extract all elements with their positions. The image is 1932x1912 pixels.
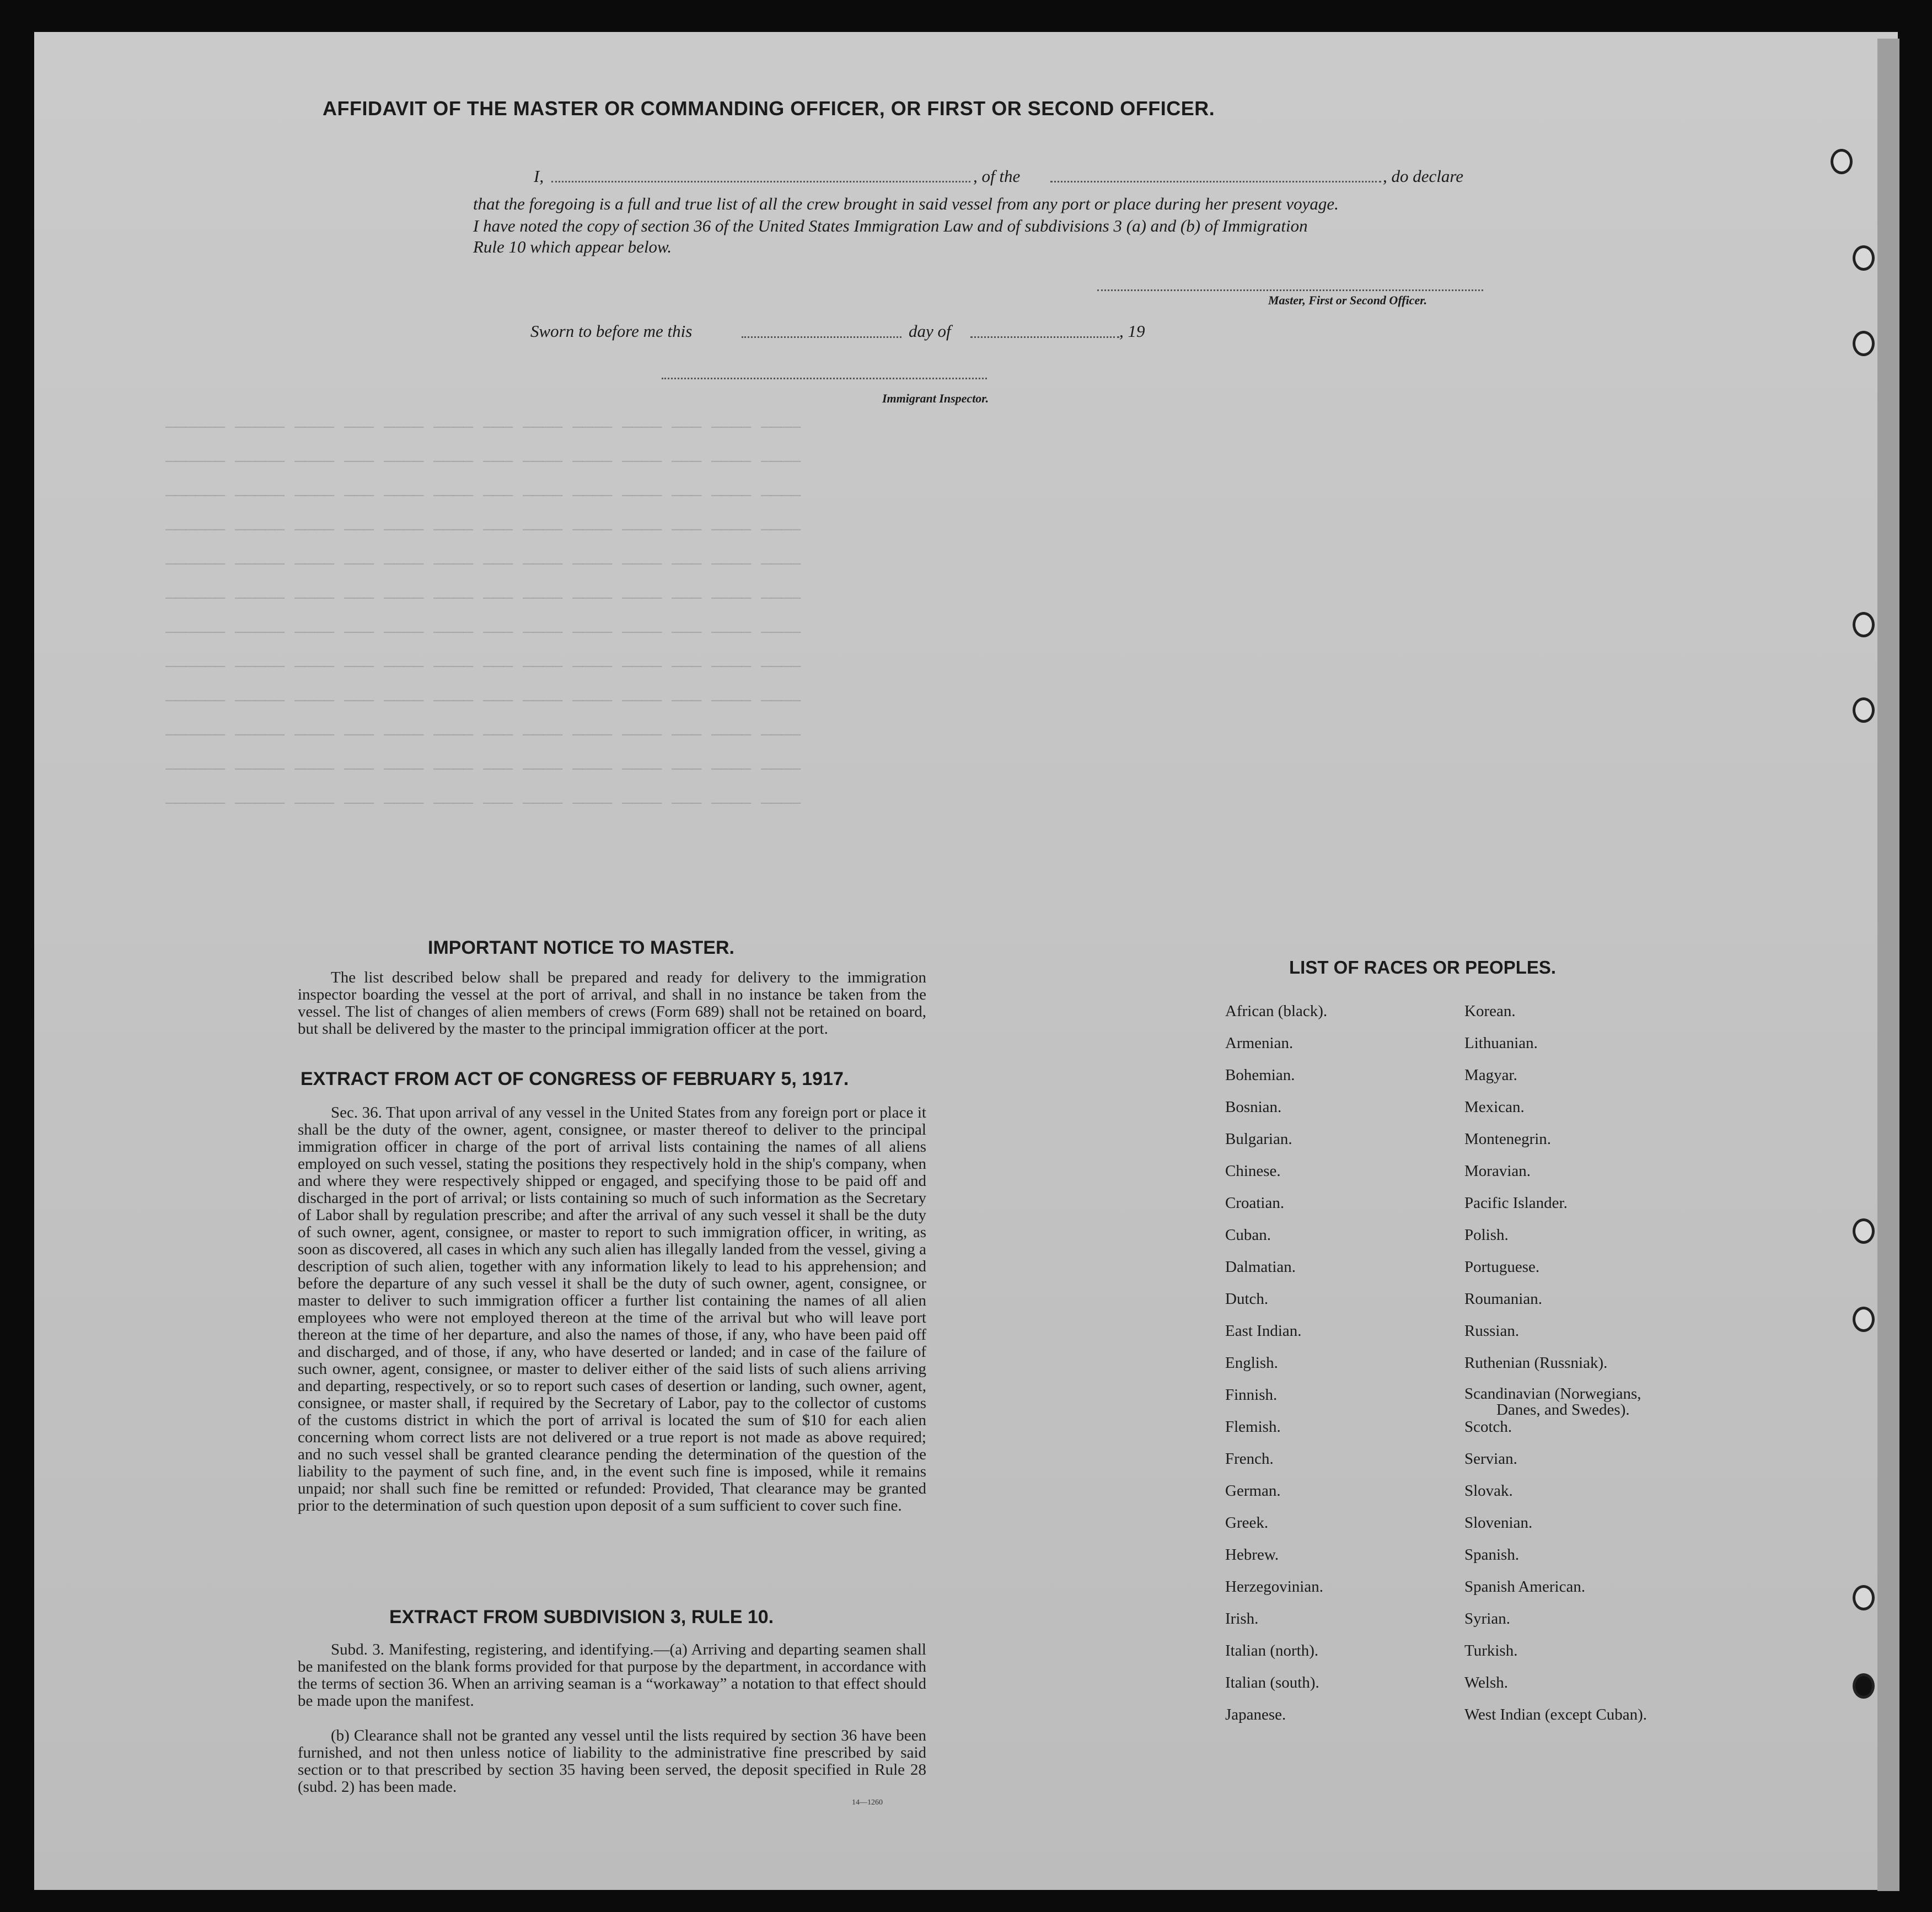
race-item: Bohemian. (1225, 1066, 1295, 1084)
race-item: Japanese. (1225, 1706, 1286, 1723)
race-item: Welsh. (1464, 1674, 1509, 1691)
race-item: Lithuanian. (1464, 1034, 1538, 1052)
race-item: Turkish. (1464, 1642, 1518, 1659)
race-item: Scandinavian (Norwegians, Danes, and Swedes). (1464, 1385, 1641, 1419)
race-item: Hebrew. (1225, 1546, 1279, 1564)
race-item: Croatian. (1225, 1194, 1285, 1212)
sworn-month-blank[interactable] (970, 336, 1119, 338)
race-item: Moravian. (1464, 1162, 1531, 1180)
race-item: French. (1225, 1450, 1274, 1468)
race-item: Syrian. (1464, 1610, 1510, 1628)
bleed-through-text: ────── ───── ──── ─── ──── ──── ─── ──── ──── ──── ─── ──── ──── ────── ───── ──── ─── ──── ──── ─── ──── ──── ──── ─── ──── ──── ────── ───── ──── ─── ──── ──── ─── ──── ──── ──── ─── ──── ──── ────── ───── ──── ─── ──── ──── ─── ──── ──── ──── ─── ──── ──── ────── ───── ──── ─── ──── ──── ─── ──── ──── ──── ─── ──── ──── ────── ───── ──── ─── ──── ──── ─── ──── ──── ──── ─── ──── ──── ────── ───── ──── ─── ──── ──── ─── ──── ──── ──── ─── ──── ──── ────── ───── ──── ─── ──── ──── ─── ──── ──── ──── ─── ──── ──── ────── ───── ──── ─── ──── ──── ─── ──── ──── ──── ─── ──── ──── ────── ───── ──── ─── ──── ──── ─── ──── ──── ──── ─── ──── ──── ────── ───── ──── ─── ──── ──── ─── ──── ──── ──── ─── ──── ──── ────── ───── ──── ─── ──── ──── ─── ──── ──── ──── ─── ──── ──── (165, 419, 801, 814)
sworn-day-blank[interactable] (742, 336, 901, 338)
race-item: Dutch. (1225, 1290, 1269, 1308)
day-of-label: day of (909, 321, 951, 341)
race-item: Chinese. (1225, 1162, 1281, 1180)
race-item: Bulgarian. (1225, 1130, 1292, 1148)
vessel-blank[interactable] (1050, 181, 1381, 182)
affidavit-title: AFFIDAVIT OF THE MASTER OR COMMANDING OFFICER, OR FIRST OR SECOND OFFICER. (323, 97, 1215, 120)
race-item: Roumanian. (1464, 1290, 1542, 1308)
notice-text: The list described below shall be prepared and ready for delivery to the immigration inspector boarding the vessel at the port of arrival, and shall in no instance be taken from the vessel. The list of changes of alien members of crews (Form 689) shall not be retained on board, but shall be delivered by the master to the principal immigration officer at the port. (298, 969, 926, 1038)
punch-hole (1853, 1673, 1875, 1699)
name-blank[interactable] (551, 181, 970, 182)
race-item: Armenian. (1225, 1034, 1294, 1052)
race-item: Montenegrin. (1464, 1130, 1552, 1148)
race-item: African (black). (1225, 1002, 1328, 1020)
affidavit-line2: that the foregoing is a full and true list of all the crew brought in said vessel from any port or place during her present voyage. (473, 194, 1339, 213)
master-label: Master, First or Second Officer. (1268, 293, 1427, 307)
inspector-label: Immigrant Inspector. (882, 391, 989, 405)
race-item: Mexican. (1464, 1098, 1525, 1116)
race-item: Finnish. (1225, 1386, 1278, 1404)
act-text: Sec. 36. That upon arrival of any vessel in the United States from any foreign port or place it shall be the duty of the owner, agent, consignee, or master thereof to deliver to the principal immigration officer in charge of the port of arrival lists containing the names of all aliens employed on such vessel, stating the positions they respectively hold in the ship's company, when and where they were respectively shipped or engaged, and specifying those to be paid off and discharged in the port of arrival; or lists containing so much of such information as the Secretary of Labor shall by regulation prescribe; and after the arrival of any such vessel it shall be the duty of such owner, agent, consignee, or master to report to such immigration officer, in writing, as soon as discovered, all cases in which any such alien has illegally landed from the vessel, giving a description of such alien, together with any information likely to lead to his apprehension; and before the departure of any such vessel it shall be the duty of such owner, agent, consignee, or master to deliver to such immigration officer a further list containing the names of all alien employees who were not employed thereon at the time of the arrival but who will leave port thereon at the time of her departure, and also the names of those, if any, who have been paid off and discharged, and of those, if any, who have deserted or landed; and in case of the failure of such owner, agent, consignee, or master to deliver either of the said lists of such aliens arriving and departing, respectively, or so to report such cases of desertion or landing, such owner, agent, consignee, or master shall, if required by the Secretary of Labor, pay to the collector of customs of the customs district in which the port of arrival is located the sum of $10 for each alien concerning whom correct lists are not delivered or a true report is not made as above required; and no such vessel shall be granted clearance pending the determination of the question of the liability to the payment of such fine, and, in the event such fine is imposed, while it remains unpaid; nor shall such fine be remitted or refunded: Provided, That clearance may be granted prior to the determination of such question upon deposit of a sum sufficient to cover such fine. (298, 1104, 926, 1514)
inspector-signature-line[interactable] (662, 378, 987, 379)
race-item: Portuguese. (1464, 1258, 1540, 1276)
race-item: Dalmatian. (1225, 1258, 1296, 1276)
race-item: Spanish American. (1464, 1578, 1586, 1596)
race-item: Spanish. (1464, 1546, 1520, 1564)
race-item: Slovenian. (1464, 1514, 1533, 1532)
race-item: Pacific Islander. (1464, 1194, 1568, 1212)
punch-hole (1853, 612, 1875, 637)
race-item: Korean. (1464, 1002, 1516, 1020)
punch-hole (1853, 245, 1875, 271)
races-left-column (1225, 1002, 1327, 1738)
rule-title: EXTRACT FROM SUBDIVISION 3, RULE 10. (389, 1607, 774, 1628)
race-item: Magyar. (1464, 1066, 1517, 1084)
year-label: , 19 (1119, 321, 1145, 341)
rule-para-b: (b) Clearance shall not be granted any vessel until the lists required by section 36 have been furnished, and not then unless notice of liability to the administrative fine prescribed by said section or to that prescribed by section 35 having been served, the deposit specified in Rule 28 (subd. 2) has been made. (298, 1727, 926, 1796)
race-item: Italian (south). (1225, 1674, 1319, 1691)
punch-hole (1853, 1218, 1875, 1244)
affidavit-i: I, (534, 167, 544, 186)
affidavit-of-the: , of the (973, 167, 1021, 186)
punch-hole (1853, 697, 1875, 723)
master-signature-line[interactable] (1097, 289, 1483, 291)
punch-hole (1853, 331, 1875, 356)
race-item: Irish. (1225, 1610, 1259, 1628)
race-item: Polish. (1464, 1226, 1509, 1244)
race-item: Cuban. (1225, 1226, 1271, 1244)
race-item: German. (1225, 1482, 1281, 1500)
form-number: 14—1260 (852, 1798, 883, 1807)
rule-para-a: Subd. 3. Manifesting, registering, and identifying.—(a) Arriving and departing seamen shall be manifested on the blank forms provided for that purpose by the department, in accordance with the terms of section 36. When an arriving seaman is a “workaway” a notation to that effect should be made upon the manifest. (298, 1641, 926, 1710)
race-item: Slovak. (1464, 1482, 1513, 1500)
page-edge (1877, 39, 1899, 1891)
race-item: Greek. (1225, 1514, 1269, 1532)
sworn-label: Sworn to before me this (530, 321, 693, 341)
race-item: Servian. (1464, 1450, 1517, 1468)
races-title: LIST OF RACES OR PEOPLES. (1289, 957, 1557, 978)
affidavit-declare: , do declare (1383, 167, 1464, 186)
races-right-column (1464, 1002, 1647, 1738)
race-item: Italian (north). (1225, 1642, 1319, 1659)
punch-hole (1831, 149, 1853, 174)
affidavit-line4: Rule 10 which appear below. (473, 237, 672, 256)
act-title: EXTRACT FROM ACT OF CONGRESS OF FEBRUARY 5, 1917. (300, 1068, 849, 1089)
punch-hole (1853, 1585, 1875, 1610)
punch-hole (1853, 1307, 1875, 1332)
race-item: West Indian (except Cuban). (1464, 1706, 1647, 1723)
race-item: Flemish. (1225, 1418, 1281, 1436)
race-item: English. (1225, 1354, 1278, 1372)
race-item: Russian. (1464, 1322, 1520, 1340)
affidavit-line3: I have noted the copy of section 36 of the United States Immigration Law and of subdivisions 3 (a) and (b) of Immigration (473, 216, 1308, 235)
race-item: Ruthenian (Russniak). (1464, 1354, 1608, 1372)
race-item: Herzegovinian. (1225, 1578, 1323, 1596)
race-item: Bosnian. (1225, 1098, 1282, 1116)
notice-title: IMPORTANT NOTICE TO MASTER. (428, 937, 734, 958)
race-item: East Indian. (1225, 1322, 1302, 1340)
race-item: Scotch. (1464, 1418, 1512, 1436)
